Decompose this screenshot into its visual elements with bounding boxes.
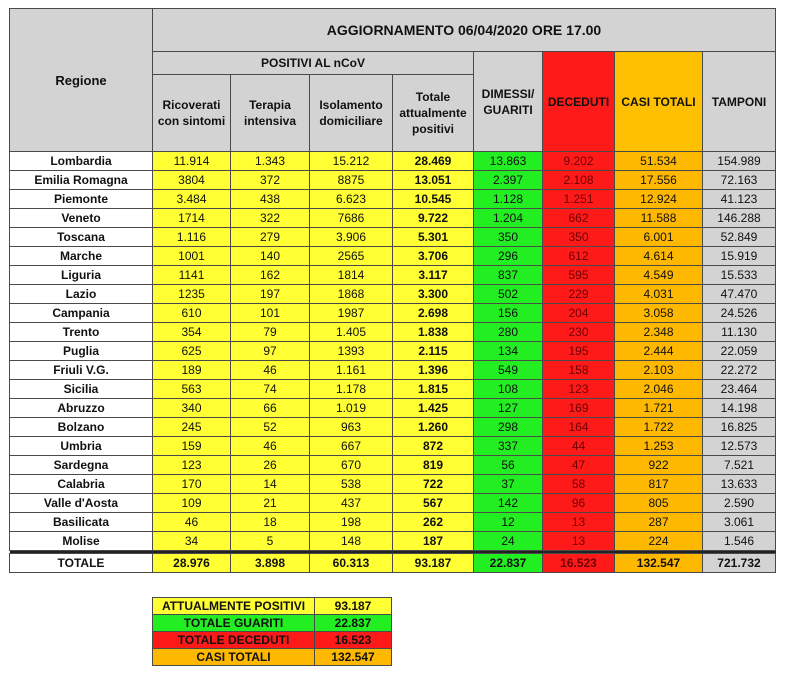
cell-isolamento: 6.623 xyxy=(310,190,393,209)
table-row xyxy=(10,475,776,494)
cell-casi: 4.031 xyxy=(615,285,703,304)
cell-isolamento: 3.906 xyxy=(310,228,393,247)
cell-casi: 4.614 xyxy=(615,247,703,266)
cell-deceduti: 230 xyxy=(543,323,615,342)
cell-dimessi: 142 xyxy=(474,494,543,513)
cell-isolamento: 1987 xyxy=(310,304,393,323)
header-tamponi: TAMPONI xyxy=(703,52,776,152)
cell-tamponi: 15.533 xyxy=(703,266,776,285)
cell-terapia: 322 xyxy=(231,209,310,228)
cell-ricoverati: 245 xyxy=(153,418,231,437)
cell-terapia: 372 xyxy=(231,171,310,190)
cell-isolamento: 670 xyxy=(310,456,393,475)
table-row xyxy=(10,456,776,475)
table-row xyxy=(10,532,776,551)
cell-dimessi: 298 xyxy=(474,418,543,437)
cell-dimessi: 1.128 xyxy=(474,190,543,209)
summary-label: TOTALE GUARITI xyxy=(153,615,315,632)
cell-terapia: 101 xyxy=(231,304,310,323)
cell-deceduti: 662 xyxy=(543,209,615,228)
cell-deceduti: 123 xyxy=(543,380,615,399)
cell-tamponi: 2.590 xyxy=(703,494,776,513)
cell-totale: 567 xyxy=(393,494,474,513)
cell-regione: Campania xyxy=(10,304,153,323)
cell-totale: 28.469 xyxy=(393,152,474,171)
cell-terapia: 74 xyxy=(231,380,310,399)
cell-regione: Molise xyxy=(10,532,153,551)
cell-totale: 13.051 xyxy=(393,171,474,190)
cell-tamponi: 13.633 xyxy=(703,475,776,494)
summary-label: ATTUALMENTE POSITIVI xyxy=(153,598,315,615)
cell-terapia: 79 xyxy=(231,323,310,342)
summary-label: CASI TOTALI xyxy=(153,649,315,666)
cell-tamponi: 16.825 xyxy=(703,418,776,437)
cell-regione: Umbria xyxy=(10,437,153,456)
cell-dimessi: 837 xyxy=(474,266,543,285)
cell-casi: 224 xyxy=(615,532,703,551)
cell-tamponi: 47.470 xyxy=(703,285,776,304)
totals-row xyxy=(10,554,776,573)
cell-regione: Trento xyxy=(10,323,153,342)
cell-dimessi: 12 xyxy=(474,513,543,532)
cell-deceduti: 350 xyxy=(543,228,615,247)
cell-deceduti: 47 xyxy=(543,456,615,475)
cell-terapia: 5 xyxy=(231,532,310,551)
cell-ricoverati: 46 xyxy=(153,513,231,532)
cell-casi: 1.253 xyxy=(615,437,703,456)
cell-ricoverati: 11.914 xyxy=(153,152,231,171)
cell-deceduti: 204 xyxy=(543,304,615,323)
cell-tamponi: 22.059 xyxy=(703,342,776,361)
cell-isolamento: 538 xyxy=(310,475,393,494)
cell-deceduti: 96 xyxy=(543,494,615,513)
cell-regione: Friuli V.G. xyxy=(10,361,153,380)
cell-totale: 187 xyxy=(393,532,474,551)
cell-isolamento: 1.405 xyxy=(310,323,393,342)
cell-tamponi: 11.130 xyxy=(703,323,776,342)
cell-tamponi: 24.526 xyxy=(703,304,776,323)
cell-deceduti: 58 xyxy=(543,475,615,494)
cell-dimessi: 1.204 xyxy=(474,209,543,228)
cell-deceduti: 44 xyxy=(543,437,615,456)
cell-tamponi: 72.163 xyxy=(703,171,776,190)
summary-label: TOTALE DECEDUTI xyxy=(153,632,315,649)
cell-ricoverati: 34 xyxy=(153,532,231,551)
cell-regione: Liguria xyxy=(10,266,153,285)
summary-row xyxy=(153,649,392,666)
cell-regione: Toscana xyxy=(10,228,153,247)
cell-totale: 819 xyxy=(393,456,474,475)
header-regione: Regione xyxy=(10,9,153,152)
cell-casi: 12.924 xyxy=(615,190,703,209)
cell-isolamento: 8875 xyxy=(310,171,393,190)
cell-deceduti: 195 xyxy=(543,342,615,361)
cell-totale: 722 xyxy=(393,475,474,494)
cell-isolamento: 1814 xyxy=(310,266,393,285)
cell-casi: 4.549 xyxy=(615,266,703,285)
summary-value: 93.187 xyxy=(315,598,392,615)
cell-terapia: 66 xyxy=(231,399,310,418)
cell-tamponi: 154.989 xyxy=(703,152,776,171)
table-row xyxy=(10,266,776,285)
table-row xyxy=(10,437,776,456)
cell-totale: 262 xyxy=(393,513,474,532)
cell-dimessi: 24 xyxy=(474,532,543,551)
cell-regione: TOTALE xyxy=(10,554,153,573)
cell-casi: 1.722 xyxy=(615,418,703,437)
cell-dimessi: 2.397 xyxy=(474,171,543,190)
cell-tamponi: 15.919 xyxy=(703,247,776,266)
table-row xyxy=(10,209,776,228)
cell-terapia: 46 xyxy=(231,361,310,380)
table-row xyxy=(10,190,776,209)
table-row xyxy=(10,247,776,266)
cell-tamponi: 12.573 xyxy=(703,437,776,456)
cell-deceduti: 169 xyxy=(543,399,615,418)
cell-regione: Veneto xyxy=(10,209,153,228)
cell-totale: 3.706 xyxy=(393,247,474,266)
table-row xyxy=(10,228,776,247)
cell-deceduti: 13 xyxy=(543,532,615,551)
cell-tamponi: 23.464 xyxy=(703,380,776,399)
cell-isolamento: 963 xyxy=(310,418,393,437)
cell-isolamento: 2565 xyxy=(310,247,393,266)
cell-casi: 2.103 xyxy=(615,361,703,380)
cell-casi: 51.534 xyxy=(615,152,703,171)
header-totale-attuali: Totale attualmente positivi xyxy=(393,75,474,152)
cell-regione: Abruzzo xyxy=(10,399,153,418)
covid-regional-table xyxy=(9,8,776,573)
cell-tamponi: 1.546 xyxy=(703,532,776,551)
table-row xyxy=(10,285,776,304)
cell-deceduti: 595 xyxy=(543,266,615,285)
cell-terapia: 3.898 xyxy=(231,554,310,573)
summary-row xyxy=(153,615,392,632)
cell-casi: 1.721 xyxy=(615,399,703,418)
cell-terapia: 97 xyxy=(231,342,310,361)
cell-regione: Lazio xyxy=(10,285,153,304)
cell-casi: 922 xyxy=(615,456,703,475)
cell-terapia: 52 xyxy=(231,418,310,437)
cell-tamponi: 146.288 xyxy=(703,209,776,228)
header-deceduti: DECEDUTI xyxy=(543,52,615,152)
cell-dimessi: 134 xyxy=(474,342,543,361)
cell-terapia: 162 xyxy=(231,266,310,285)
summary-row xyxy=(153,598,392,615)
cell-totale: 2.698 xyxy=(393,304,474,323)
cell-totale: 3.300 xyxy=(393,285,474,304)
cell-dimessi: 337 xyxy=(474,437,543,456)
cell-isolamento: 7686 xyxy=(310,209,393,228)
cell-casi: 287 xyxy=(615,513,703,532)
cell-dimessi: 156 xyxy=(474,304,543,323)
table-row xyxy=(10,152,776,171)
cell-regione: Basilicata xyxy=(10,513,153,532)
cell-ricoverati: 1141 xyxy=(153,266,231,285)
cell-ricoverati: 1235 xyxy=(153,285,231,304)
cell-dimessi: 13.863 xyxy=(474,152,543,171)
cell-casi: 11.588 xyxy=(615,209,703,228)
cell-totale: 3.117 xyxy=(393,266,474,285)
cell-deceduti: 229 xyxy=(543,285,615,304)
cell-casi: 2.348 xyxy=(615,323,703,342)
table-row xyxy=(10,513,776,532)
cell-ricoverati: 563 xyxy=(153,380,231,399)
cell-ricoverati: 123 xyxy=(153,456,231,475)
cell-totale: 872 xyxy=(393,437,474,456)
cell-ricoverati: 159 xyxy=(153,437,231,456)
cell-ricoverati: 170 xyxy=(153,475,231,494)
cell-isolamento: 1.019 xyxy=(310,399,393,418)
table-row xyxy=(10,342,776,361)
cell-casi: 6.001 xyxy=(615,228,703,247)
cell-deceduti: 9.202 xyxy=(543,152,615,171)
cell-totale: 9.722 xyxy=(393,209,474,228)
update-title: AGGIORNAMENTO 06/04/2020 ORE 17.00 xyxy=(153,9,776,52)
table-row xyxy=(10,171,776,190)
table-row xyxy=(10,380,776,399)
table-row xyxy=(10,361,776,380)
cell-regione: Sardegna xyxy=(10,456,153,475)
cell-totale: 10.545 xyxy=(393,190,474,209)
cell-regione: Emilia Romagna xyxy=(10,171,153,190)
header-positivi: POSITIVI AL nCoV xyxy=(153,52,474,75)
cell-terapia: 46 xyxy=(231,437,310,456)
cell-regione: Bolzano xyxy=(10,418,153,437)
cell-ricoverati: 189 xyxy=(153,361,231,380)
cell-terapia: 279 xyxy=(231,228,310,247)
cell-isolamento: 1868 xyxy=(310,285,393,304)
cell-totale: 1.396 xyxy=(393,361,474,380)
cell-tamponi: 14.198 xyxy=(703,399,776,418)
cell-deceduti: 612 xyxy=(543,247,615,266)
cell-terapia: 140 xyxy=(231,247,310,266)
cell-casi: 2.444 xyxy=(615,342,703,361)
cell-casi: 817 xyxy=(615,475,703,494)
table-row xyxy=(10,399,776,418)
header-ricoverati: Ricoverati con sintomi xyxy=(153,75,231,152)
cell-terapia: 438 xyxy=(231,190,310,209)
cell-regione: Piemonte xyxy=(10,190,153,209)
cell-totale: 2.115 xyxy=(393,342,474,361)
cell-totale: 1.260 xyxy=(393,418,474,437)
summary-value: 22.837 xyxy=(315,615,392,632)
summary-value: 16.523 xyxy=(315,632,392,649)
summary-value: 132.547 xyxy=(315,649,392,666)
cell-dimessi: 502 xyxy=(474,285,543,304)
summary-table xyxy=(152,597,392,666)
cell-ricoverati: 1714 xyxy=(153,209,231,228)
cell-deceduti: 158 xyxy=(543,361,615,380)
cell-casi: 2.046 xyxy=(615,380,703,399)
cell-isolamento: 1.161 xyxy=(310,361,393,380)
cell-ricoverati: 3804 xyxy=(153,171,231,190)
cell-casi: 805 xyxy=(615,494,703,513)
cell-terapia: 197 xyxy=(231,285,310,304)
cell-regione: Sicilia xyxy=(10,380,153,399)
cell-dimessi: 549 xyxy=(474,361,543,380)
cell-terapia: 26 xyxy=(231,456,310,475)
cell-totale: 1.838 xyxy=(393,323,474,342)
cell-isolamento: 60.313 xyxy=(310,554,393,573)
table-row xyxy=(10,418,776,437)
cell-dimessi: 280 xyxy=(474,323,543,342)
cell-tamponi: 22.272 xyxy=(703,361,776,380)
table-row xyxy=(10,304,776,323)
cell-isolamento: 1393 xyxy=(310,342,393,361)
cell-regione: Valle d'Aosta xyxy=(10,494,153,513)
cell-dimessi: 56 xyxy=(474,456,543,475)
cell-totale: 1.425 xyxy=(393,399,474,418)
cell-terapia: 14 xyxy=(231,475,310,494)
cell-regione: Puglia xyxy=(10,342,153,361)
cell-isolamento: 198 xyxy=(310,513,393,532)
cell-tamponi: 52.849 xyxy=(703,228,776,247)
header-terapia: Terapia intensiva xyxy=(231,75,310,152)
table-body xyxy=(10,152,776,573)
cell-isolamento: 148 xyxy=(310,532,393,551)
cell-deceduti: 2.108 xyxy=(543,171,615,190)
cell-terapia: 1.343 xyxy=(231,152,310,171)
cell-terapia: 21 xyxy=(231,494,310,513)
cell-dimessi: 127 xyxy=(474,399,543,418)
cell-ricoverati: 1001 xyxy=(153,247,231,266)
cell-totale: 5.301 xyxy=(393,228,474,247)
header-dimessi: DIMESSI/ GUARITI xyxy=(474,52,543,152)
cell-deceduti: 164 xyxy=(543,418,615,437)
cell-dimessi: 296 xyxy=(474,247,543,266)
summary-row xyxy=(153,632,392,649)
cell-ricoverati: 340 xyxy=(153,399,231,418)
cell-ricoverati: 1.116 xyxy=(153,228,231,247)
cell-casi: 3.058 xyxy=(615,304,703,323)
cell-tamponi: 7.521 xyxy=(703,456,776,475)
cell-deceduti: 13 xyxy=(543,513,615,532)
cell-tamponi: 721.732 xyxy=(703,554,776,573)
table-row xyxy=(10,323,776,342)
cell-terapia: 18 xyxy=(231,513,310,532)
cell-totale: 93.187 xyxy=(393,554,474,573)
cell-ricoverati: 3.484 xyxy=(153,190,231,209)
table-row xyxy=(10,494,776,513)
cell-tamponi: 3.061 xyxy=(703,513,776,532)
cell-casi: 132.547 xyxy=(615,554,703,573)
cell-dimessi: 108 xyxy=(474,380,543,399)
cell-isolamento: 667 xyxy=(310,437,393,456)
cell-deceduti: 16.523 xyxy=(543,554,615,573)
cell-isolamento: 1.178 xyxy=(310,380,393,399)
cell-ricoverati: 625 xyxy=(153,342,231,361)
cell-ricoverati: 610 xyxy=(153,304,231,323)
summary-body xyxy=(153,598,392,666)
cell-regione: Marche xyxy=(10,247,153,266)
header-casi-totali: CASI TOTALI xyxy=(615,52,703,152)
cell-dimessi: 22.837 xyxy=(474,554,543,573)
cell-totale: 1.815 xyxy=(393,380,474,399)
cell-ricoverati: 109 xyxy=(153,494,231,513)
cell-ricoverati: 28.976 xyxy=(153,554,231,573)
cell-isolamento: 15.212 xyxy=(310,152,393,171)
cell-deceduti: 1.251 xyxy=(543,190,615,209)
cell-tamponi: 41.123 xyxy=(703,190,776,209)
cell-regione: Calabria xyxy=(10,475,153,494)
cell-isolamento: 437 xyxy=(310,494,393,513)
cell-dimessi: 37 xyxy=(474,475,543,494)
cell-ricoverati: 354 xyxy=(153,323,231,342)
cell-regione: Lombardia xyxy=(10,152,153,171)
cell-dimessi: 350 xyxy=(474,228,543,247)
cell-casi: 17.556 xyxy=(615,171,703,190)
header-isolamento: Isolamento domiciliare xyxy=(310,75,393,152)
